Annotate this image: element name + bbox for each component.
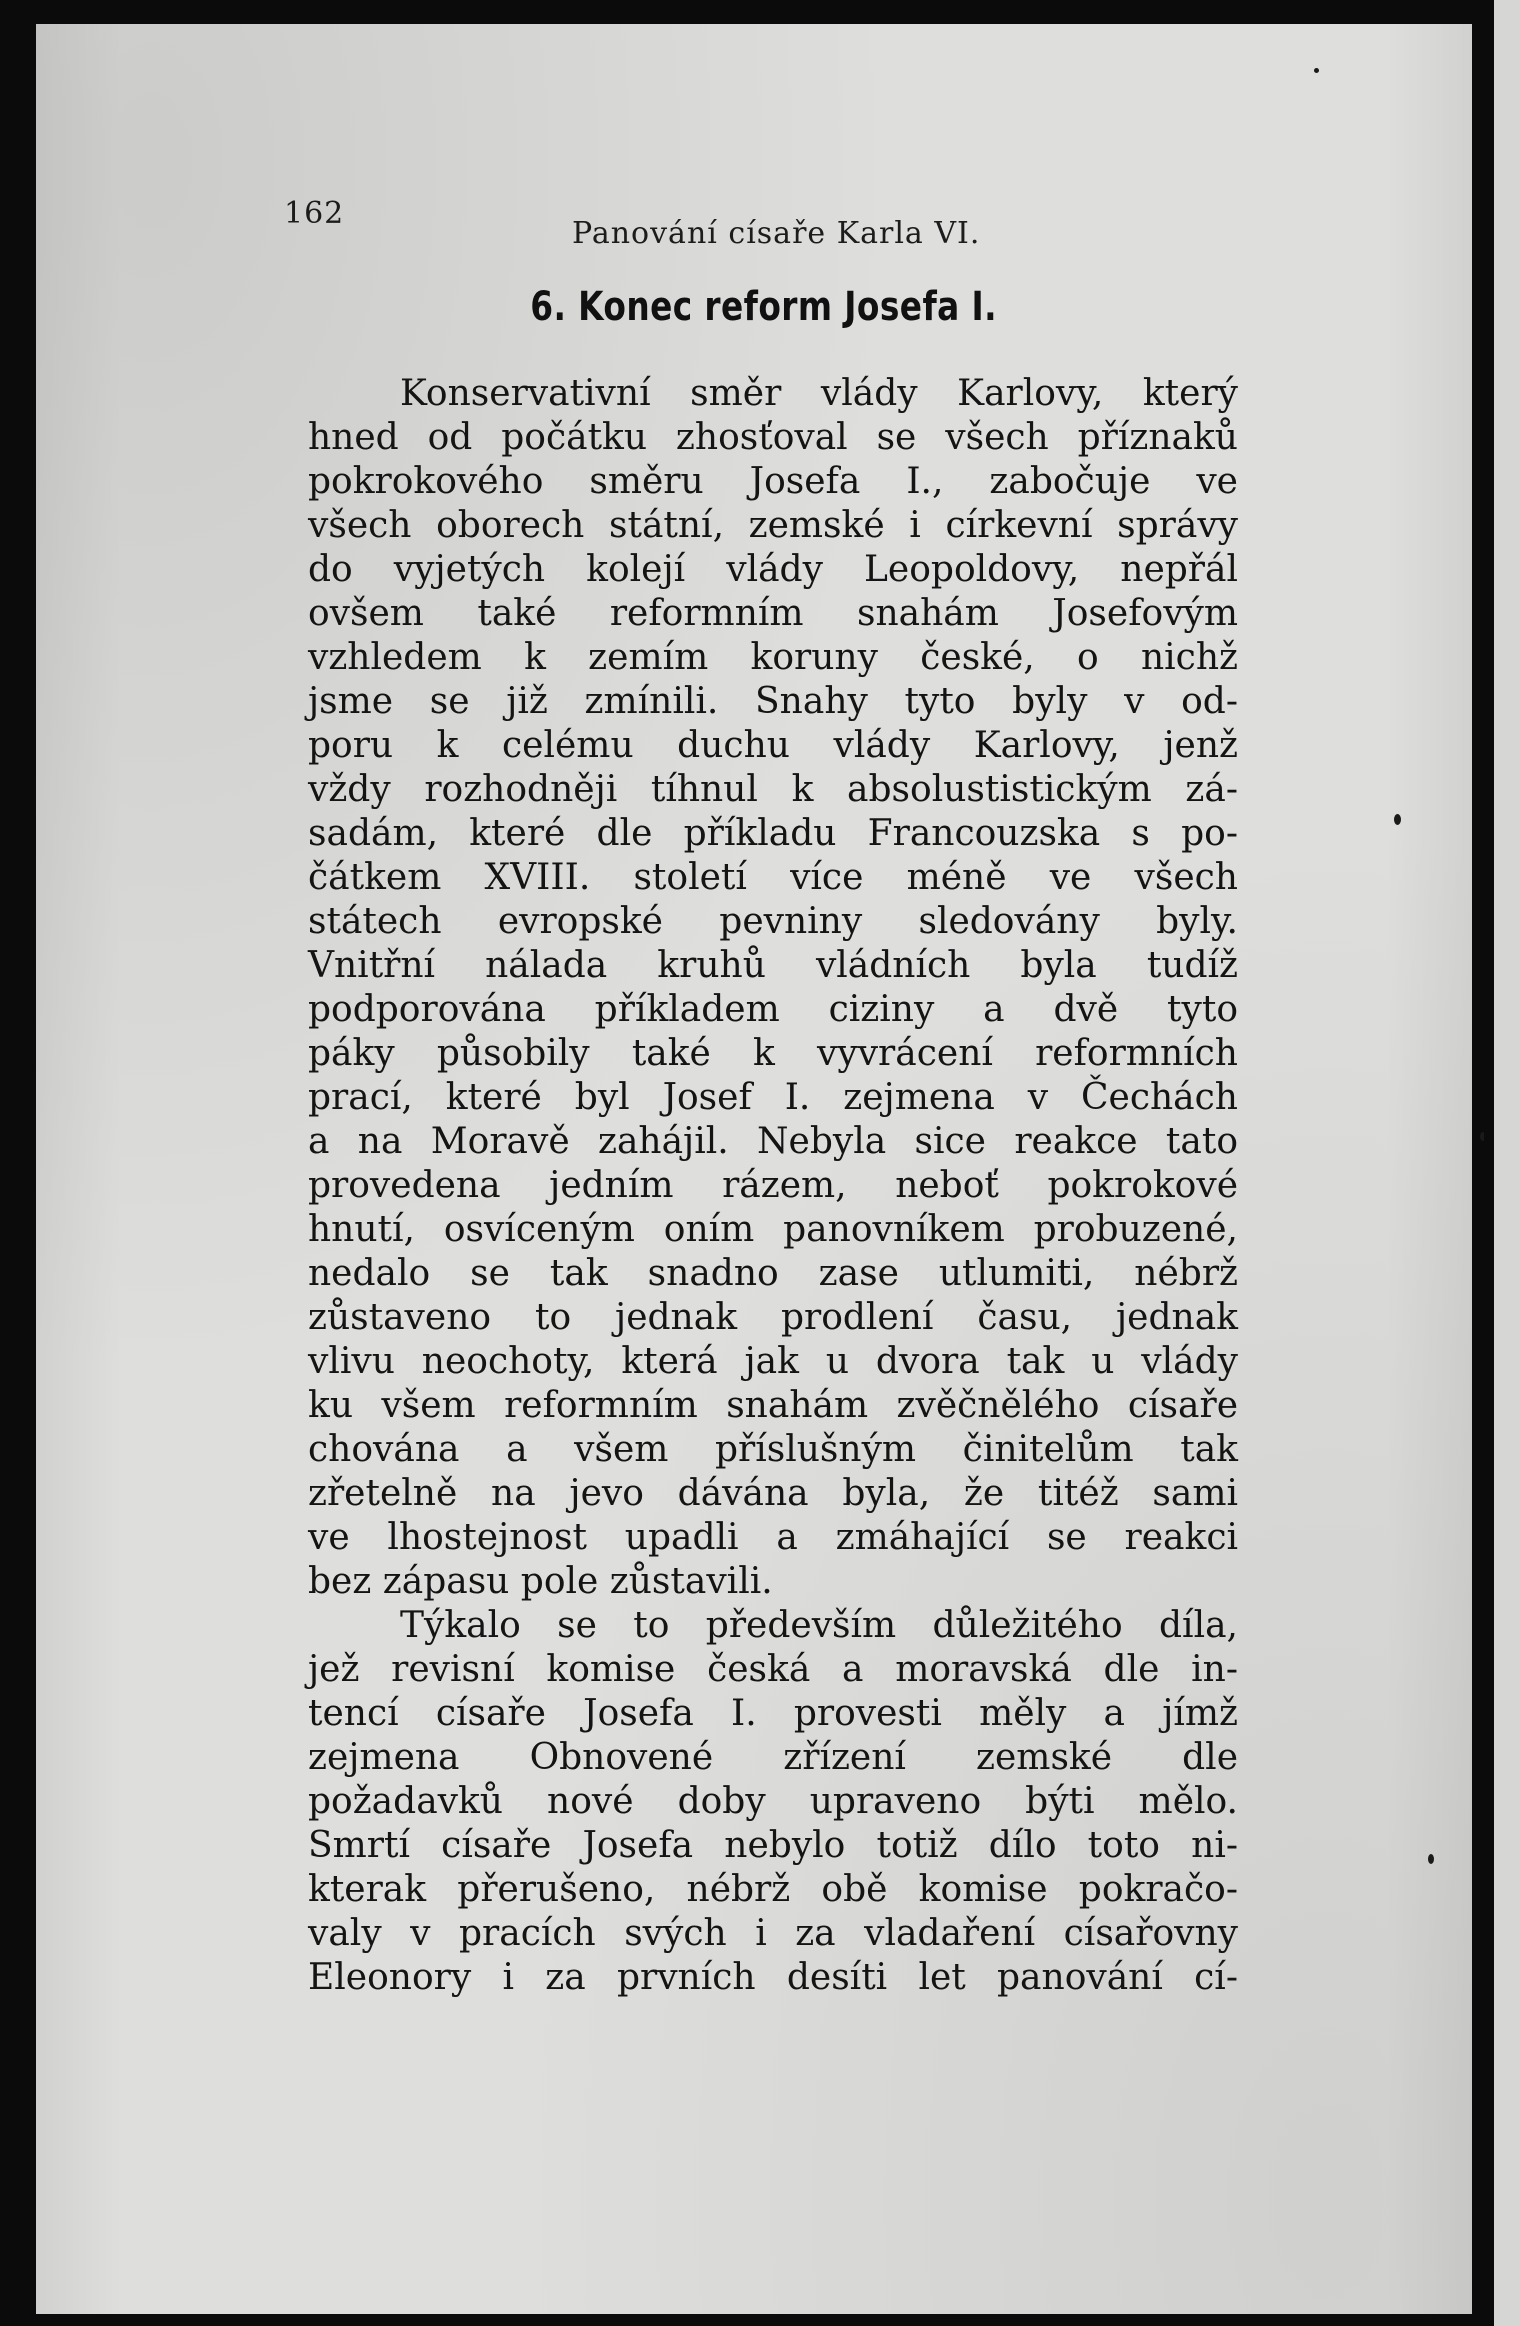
text-line: tencí císaře Josefa I. provesti měly a jímž <box>308 1693 1238 1734</box>
text-line: Týkalo se to především důležitého díla, <box>400 1605 1238 1646</box>
body-text <box>308 372 1238 2000</box>
text-line: nedalo se tak snadno zase utlumiti, nébrž <box>308 1253 1238 1294</box>
text-line: bez zápasu pole zůstavili. <box>308 1561 773 1602</box>
text-line: valy v pracích svých i za vladaření císařovny <box>308 1913 1238 1954</box>
text-line: ve lhostejnost upadli a zmáhající se reakci <box>308 1517 1238 1558</box>
text-line: prací, které byl Josef I. zejmena v Čechách <box>308 1077 1238 1118</box>
page-number: 162 <box>284 196 345 231</box>
ink-speck <box>1428 1854 1434 1864</box>
ink-speck <box>1314 68 1319 73</box>
text-line: zůstaveno to jednak prodlení času, jednak <box>308 1297 1238 1338</box>
text-line: jež revisní komise česká a moravská dle in- <box>308 1649 1238 1690</box>
text-line: hnutí, osvíceným oním panovníkem probuzené, <box>308 1209 1238 1250</box>
text-line: ovšem také reformním snahám Josefovým <box>308 593 1238 634</box>
text-line: Eleonory i za prvních desíti let panování cí- <box>308 1957 1238 1998</box>
text-line: státech evropské pevniny sledovány byly. <box>308 901 1238 942</box>
text-line: Smrtí císaře Josefa nebylo totiž dílo toto ni- <box>308 1825 1238 1866</box>
text-line: požadavků nové doby upraveno býti mělo. <box>308 1781 1238 1822</box>
text-line: hned od počátku zhosťoval se všech příznaků <box>308 417 1238 458</box>
text-line: do vyjetých kolejí vlády Leopoldovy, nepřál <box>308 549 1238 590</box>
text-line: a na Moravě zahájil. Nebyla sice reakce tato <box>308 1121 1238 1162</box>
text-line: vždy rozhodněji tíhnul k absolustistickým zá- <box>308 769 1238 810</box>
text-line: provedena jedním rázem, neboť pokrokové <box>308 1165 1238 1206</box>
text-line: zejmena Obnovené zřízení zemské dle <box>308 1737 1238 1778</box>
text-line: Konservativní směr vlády Karlovy, který <box>400 373 1238 414</box>
text-line: čátkem XVIII. století více méně ve všech <box>308 857 1238 898</box>
text-line: jsme se již zmínili. Snahy tyto byly v od- <box>308 681 1238 722</box>
ink-speck <box>1394 814 1401 825</box>
text-line: vzhledem k zemím koruny české, o nichž <box>308 637 1238 678</box>
text-line: kterak přerušeno, nébrž obě komise pokračo- <box>308 1869 1238 1910</box>
running-head: Panování císaře Karla VI. <box>572 216 981 251</box>
text-line: sadám, které dle příkladu Francouzska s po- <box>308 813 1238 854</box>
text-line: pokrokového směru Josefa I., zabočuje ve <box>308 461 1238 502</box>
section-title: 6. Konec reform Josefa I. <box>530 284 997 330</box>
text-line: vlivu neochoty, která jak u dvora tak u vlády <box>308 1341 1238 1382</box>
text-line: zřetelně na jevo dávána byla, že titéž sami <box>308 1473 1238 1514</box>
text-line: páky působily také k vyvrácení reformních <box>308 1033 1238 1074</box>
text-line: chována a všem příslušným činitelům tak <box>308 1429 1238 1470</box>
adjacent-page-edge <box>1484 0 1520 2326</box>
text-line: Vnitřní nálada kruhů vládních byla tudíž <box>308 945 1238 986</box>
text-line: ku všem reformním snahám zvěčnělého císaře <box>308 1385 1238 1426</box>
text-line: všech oborech státní, zemské i církevní správy <box>308 505 1238 546</box>
text-line: podporována příkladem ciziny a dvě tyto <box>308 989 1238 1030</box>
text-line: poru k celému duchu vlády Karlovy, jenž <box>308 725 1238 766</box>
